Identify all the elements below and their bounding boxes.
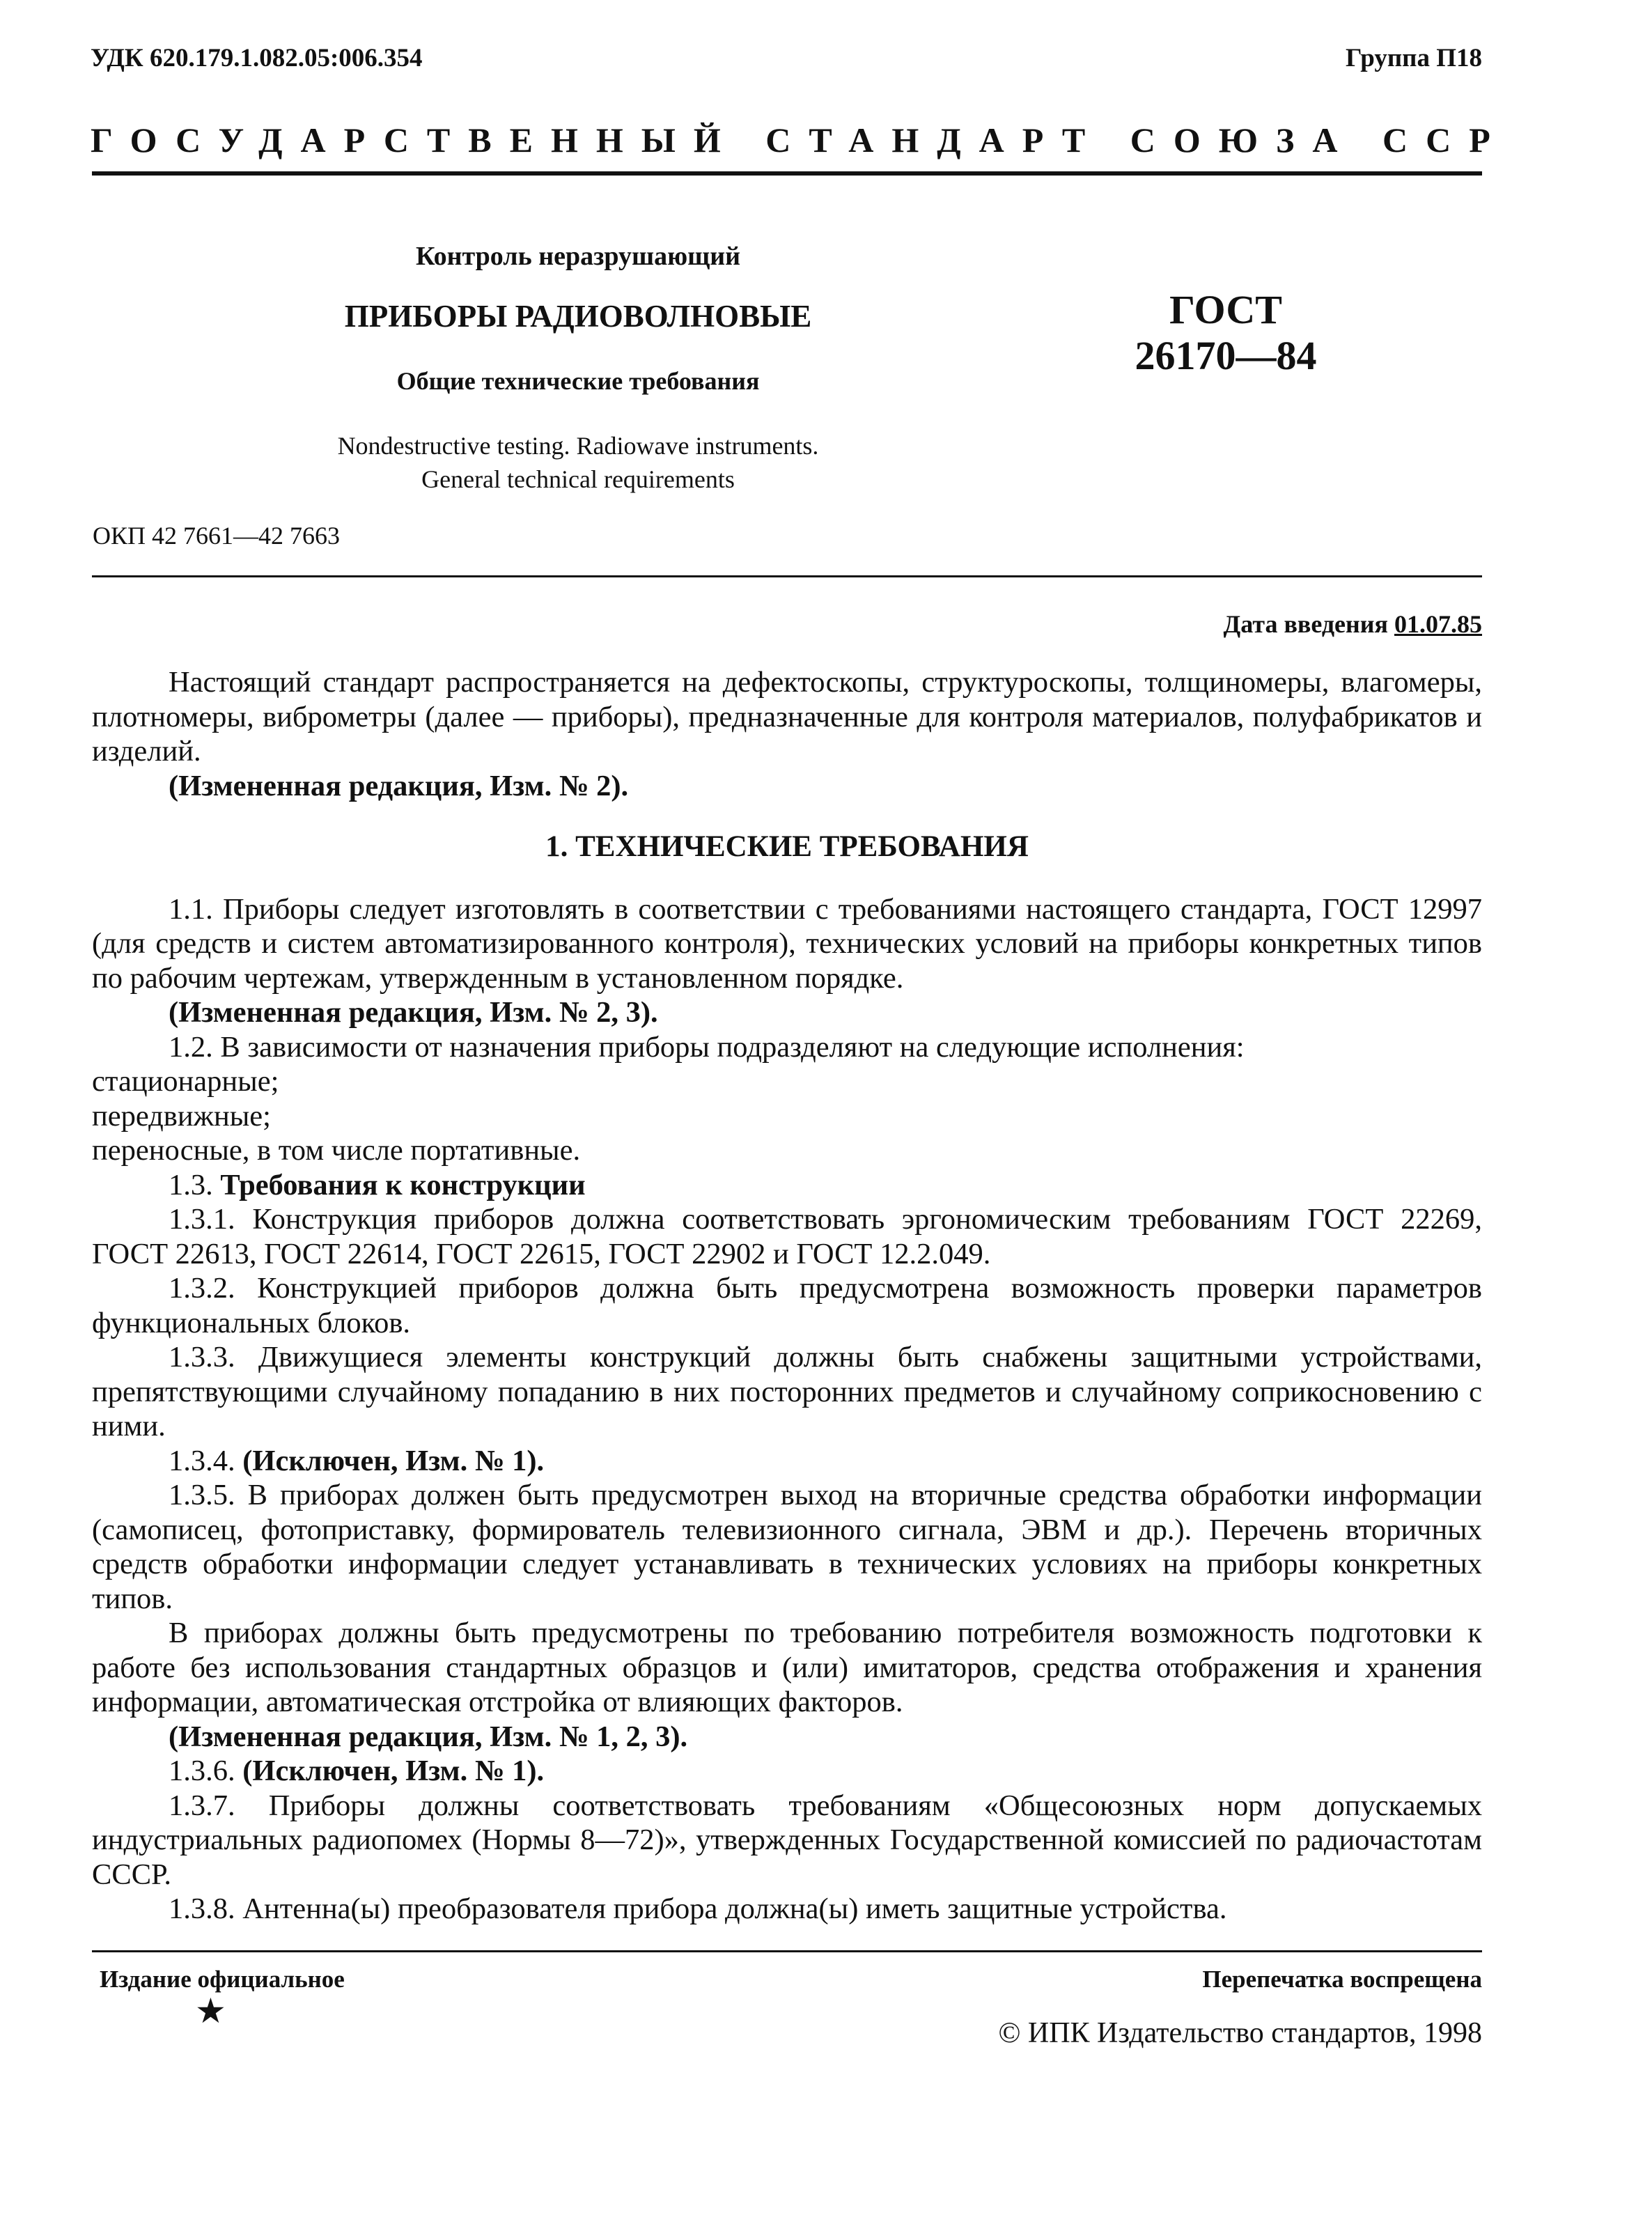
intro-date-label: Дата введения [1223, 610, 1388, 638]
gost-label: ГОСТ [1169, 287, 1282, 332]
clause-1-2: 1.2. В зависимости от назначения приборы подразделяют на следующие исполнения: [169, 1030, 1245, 1064]
clause-1-3-4-number: 1.3.4. [169, 1444, 235, 1477]
clause-1-3-5-continued: В приборах должны быть предусмотрены по требованию потребителя возможность подготовки к работе без использования стандартных образцов и (или) имитаторов, средства отображения и хранения информации, автоматическая отстройка от влияющих факторов. [92, 1617, 1482, 1718]
clause-1-3-5-amendment: (Измененная редакция, Изм. № 1, 2, 3). [169, 1720, 688, 1753]
document-title: ПРИБОРЫ РАДИОВОЛНОВЫЕ [344, 299, 812, 334]
intro-date-value: 01.07.85 [1394, 610, 1482, 638]
okp-code: ОКП 42 7661—42 7663 [93, 522, 341, 550]
clause-1-3-3: 1.3.3. Движущиеся элементы конструкций должны быть снабжены защитными устройствами, препятствующими случайному попаданию в них посторонних предметов и случайному соприкосновению с ними. [92, 1341, 1482, 1442]
clause-1-2-item: переносные, в том числе портативные. [92, 1134, 581, 1167]
gost-designation [1059, 287, 1393, 379]
english-title-line-2: General technical requirements [421, 465, 735, 493]
english-title-line-1: Nondestructive testing. Radiowave instruments. [337, 432, 819, 460]
footer-rule [92, 1950, 1482, 1952]
edition-note: Издание официальное [100, 1966, 345, 1993]
intro-date [1224, 609, 1483, 639]
english-title [230, 429, 926, 496]
star-icon: ★ [195, 1991, 226, 2030]
clause-1-1: 1.1. Приборы следует изготовлять в соответствии с требованиями настоящего стандарта, ГОСТ 12997 (для средств и систем автоматизированного контроля), технических условий на приборы конкретных типов по рабочим чертежам, утвержденным в установленном порядке. [92, 892, 1482, 995]
section-heading: 1. ТЕХНИЧЕСКИЕ ТРЕБОВАНИЯ [545, 830, 1029, 863]
clause-1-3-5: 1.3.5. В приборах должен быть предусмотрен выход на вторичные средства обработки информации (самописец, фотоприставку, формирователь телевизионного сигнала, ЭВМ и др.). Перечень вторичных средств обработки информации следует устанавливать в технических условиях на приборы конкретных типов. [92, 1479, 1482, 1615]
copyright: © ИПК Издательство стандартов, 1998 [998, 2017, 1482, 2049]
clause-1-3-8: 1.3.8. Антенна(ы) преобразователя прибора должна(ы) иметь защитные устройства. [169, 1892, 1227, 1925]
gost-number: 26170—84 [1135, 333, 1317, 378]
clause-1-3-number: 1.3. [169, 1168, 213, 1201]
header-rule [92, 171, 1482, 176]
title-rule [92, 575, 1482, 577]
intro-paragraph: Настоящий стандарт распространяется на дефектоскопы, структуроскопы, толщиномеры, влагомеры, плотномеры, виброметры (далее — приборы), предназначенные для контроля материалов, полуфабрикатов и изделий. [92, 666, 1482, 768]
clause-1-3-1: 1.3.1. Конструкция приборов должна соответствовать эргономическим требованиям ГОСТ 22269, ГОСТ 22613, ГОСТ 22614, ГОСТ 22615, ГОСТ 22902 и ГОСТ 12.2.049. [92, 1203, 1482, 1270]
clause-1-3 [92, 1168, 1482, 1203]
clause-1-3-6-text: (Исключен, Изм. № 1). [242, 1755, 545, 1787]
clause-1-3-4-text: (Исключен, Изм. № 1). [242, 1444, 545, 1477]
clause-1-1-amendment: (Измененная редакция, Изм. № 2, 3). [169, 996, 658, 1029]
standard-banner: ГОСУДАРСТВЕННЫЙ СТАНДАРТ СОЮЗА ССР [91, 120, 1509, 160]
clause-1-3-2: 1.3.2. Конструкцией приборов должна быть предусмотрена возможность проверки параметров функциональных блоков. [92, 1272, 1482, 1339]
clause-1-2-item: стационарные; [92, 1065, 279, 1098]
clause-1-2-item: передвижные; [92, 1099, 271, 1133]
clause-1-3-title: Требования к конструкции [220, 1168, 586, 1201]
udk-code: УДК 620.179.1.082.05:006.354 [91, 44, 423, 72]
clause-1-3-7: 1.3.7. Приборы должны соответствовать требованиям «Общесоюзных норм допускаемых индустриальных радиопомех (Нормы 8—72)», утвержденных Государственной комиссией по радиочастотам СССР. [92, 1789, 1482, 1891]
document-subtitle: Общие технические требования [396, 367, 760, 395]
intro-amendment: (Измененная редакция, Изм. № 2). [169, 769, 629, 802]
document-body [92, 665, 1482, 1927]
group-code: Группа П18 [1346, 44, 1482, 72]
reprint-note: Перепечатка воспрещена [1202, 1966, 1482, 1993]
clause-1-3-4 [92, 1444, 1482, 1479]
subject-line: Контроль неразрушающий [415, 242, 741, 271]
clause-1-3-6 [92, 1754, 1482, 1789]
clause-1-3-6-number: 1.3.6. [169, 1755, 235, 1787]
